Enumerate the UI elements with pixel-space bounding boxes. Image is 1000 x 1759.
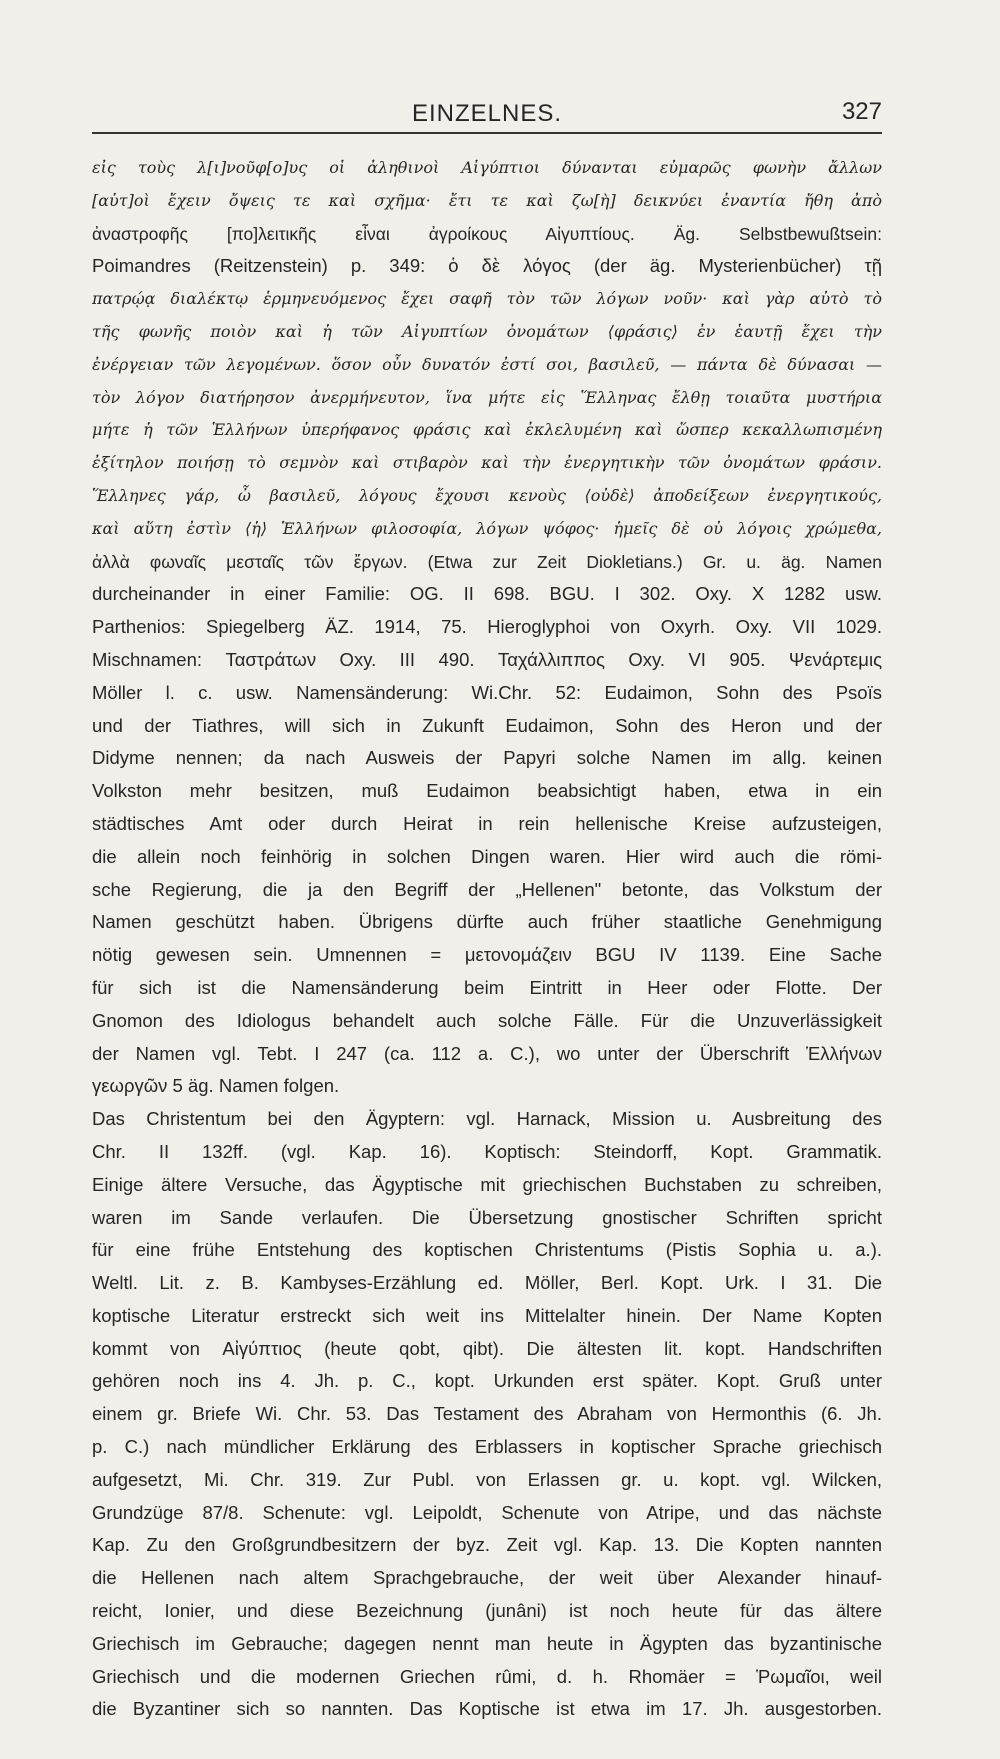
text-line: Einige ältere Versuche, das Ägyptische mit griechischen Buchstaben zu schreiben, xyxy=(92,1173,882,1195)
text-line: Das Christentum bei den Ägyptern: vgl. Harnack, Mission u. Ausbreitung des xyxy=(92,1108,882,1130)
text-line: die Byzantiner sich so nannten. Das Koptische ist etwa im 17. Jh. ausgestorben. xyxy=(92,1698,882,1720)
page-header xyxy=(92,96,882,134)
text-line: τὸν λόγον διατήρησον ἀνερμήνευτον, ἵνα μήτε εἰς Ἕλληνας ἔλθῃ τοιαῦτα μυστήρια xyxy=(92,387,882,407)
text-line: εἰς τοὺς λ[ι]νοῦφ[ο]υς οἱ ἀληθινοὶ Αἰγύπτιοι δύνανται εὐμαρῶς φωνὴν ἄλλων xyxy=(92,158,882,177)
text-line: Poimandres (Reitzenstein) p. 349: ὁ δὲ λόγος (der äg. Mysterienbücher) τῇ xyxy=(92,255,882,277)
body-text xyxy=(92,152,882,1759)
text-line: ἐνέργειαν τῶν λεγομένων. ὅσον οὖν δυνατόν ἐστί σοι, βασιλεῦ, — πάντα δὲ δύνασαι — xyxy=(92,354,882,374)
text-line: ἀλλὰ φωναῖς μεσταῖς τῶν ἔργων. (Etwa zur Zeit Diokletians.) Gr. u. äg. Namen xyxy=(92,551,882,572)
text-line: die allein noch feinhörig in solchen Dingen waren. Hier wird auch die römi- xyxy=(92,845,882,867)
text-line: Griechisch im Gebrauche; dagegen nennt man heute in Ägypten das byzantinische xyxy=(92,1632,882,1654)
text-line: durcheinander in einer Familie: OG. II 698. BGU. I 302. Oxy. X 1282 usw. xyxy=(92,583,882,605)
text-line: der Namen vgl. Tebt. I 247 (ca. 112 a. C.), wo unter der Überschrift Ἑλλήνων xyxy=(92,1042,882,1064)
page-number: 327 xyxy=(841,98,882,125)
text-line: καὶ αὕτη ἐστὶν ⟨ἡ⟩ Ἑλλήνων φιλοσοφία, λόγων ψόφος· ἡμεῖς δὲ οὐ λόγοις χρώμεθα, xyxy=(92,518,882,538)
text-line: Gnomon des Idiologus behandelt auch solche Fälle. Für die Unzuverlässigkeit xyxy=(92,1009,882,1031)
text-line: Didyme nennen; da nach Ausweis der Papyri solche Namen im allg. keinen xyxy=(92,747,882,769)
text-line: aufgesetzt, Mi. Chr. 319. Zur Publ. von Erlassen gr. u. kopt. vgl. Wilcken, xyxy=(92,1468,882,1490)
text-line: Kap. Zu den Großgrundbesitzern der byz. Zeit vgl. Kap. 13. Die Kopten nannten xyxy=(92,1534,882,1556)
text-line: Mischnamen: Ταστράτων Oxy. III 490. Ταχάλλιππος Oxy. VI 905. Ψενάρτεμις xyxy=(92,648,882,670)
text-line: [αὐτ]οὶ ἔχειν ὄψεις τε καὶ σχῆμα· ἔτι τε καὶ ζω[ὴ] δεικνύει ἐναντία ἤθη ἀπὸ xyxy=(92,190,882,210)
text-line: ἀναστροφῆς [πο]λειτικῆς εἶναι ἀγροίκους Αἰγυπτίους. Äg. Selbstbewußtsein: xyxy=(92,223,882,244)
text-line: Parthenios: Spiegelberg ÄZ. 1914, 75. Hieroglyphoi von Oxyrh. Oxy. VII 1029. xyxy=(92,616,882,638)
text-line: Grundzüge 87/8. Schenute: vgl. Leipoldt, Schenute von Atripe, und das nächste xyxy=(92,1501,882,1523)
text-line: Namen geschützt haben. Übrigens dürfte auch früher staatliche Genehmigung xyxy=(92,911,882,933)
text-line: und der Tiathres, will sich in Zukunft Eudaimon, Sohn des Heron und der xyxy=(92,714,882,736)
text-line: μήτε ἡ τῶν Ἑλλήνων ὑπερήφανος φράσις καὶ ἐκλελυμένη καὶ ὥσπερ κεκαλλωπισμένη xyxy=(92,420,882,440)
text-line: waren im Sande verlaufen. Die Übersetzung gnostischer Schriften spricht xyxy=(92,1206,882,1228)
text-line: p. C.) nach mündlicher Erklärung des Erblassers in koptischer Sprache griechisch xyxy=(92,1436,882,1458)
text-line: nötig gewesen sein. Umnennen = μετονομάζειν BGU IV 1139. Eine Sache xyxy=(92,944,882,966)
text-line: Chr. II 132ff. (vgl. Kap. 16). Koptisch: Steindorff, Kopt. Grammatik. xyxy=(92,1140,882,1162)
text-line: sche Regierung, die ja den Begriff der „Hellenen" betonte, das Volkstum der xyxy=(92,878,882,900)
text-line: Möller l. c. usw. Namensänderung: Wi.Chr. 52: Eudaimon, Sohn des Psoïs xyxy=(92,681,882,703)
text-line: für eine frühe Entstehung des koptischen Christentums (Pistis Sophia u. a.). xyxy=(92,1239,882,1261)
text-line: für sich ist die Namensänderung beim Eintritt in Heer oder Flotte. Der xyxy=(92,976,882,998)
text-line: die Hellenen nach altem Sprachgebrauche, der weit über Alexander hinauf- xyxy=(92,1567,882,1589)
text-line: ἐξίτηλον ποιήσῃ τὸ σεμνὸν καὶ στιβαρὸν καὶ τὴν ἐνεργητικὴν τῶν ὀνομάτων φράσιν. xyxy=(92,453,882,473)
text-line: πατρῴᾳ διαλέκτῳ ἑρμηνευόμενος ἔχει σαφῆ τὸν τῶν λόγων νοῦν· καὶ γὰρ αὐτὸ τὸ xyxy=(92,289,882,309)
text-line: τῆς φωνῆς ποιὸν καὶ ἡ τῶν Αἰγυπτίων ὀνομάτων ⟨φράσις⟩ ἐν ἑαυτῇ ἔχει τὴν xyxy=(92,321,882,341)
text-line: γεωργῶν 5 äg. Namen folgen. xyxy=(92,1075,340,1097)
text-line: reicht, Ionier, und diese Bezeichnung (junâni) ist noch heute für das ältere xyxy=(92,1600,882,1622)
text-line: städtisches Amt oder durch Heirat in rein hellenische Kreise aufzusteigen, xyxy=(92,812,882,834)
text-line: Ἕλληνες γάρ, ὦ βασιλεῦ, λόγους ἔχουσι κενοὺς ⟨οὐδὲ⟩ ἀποδείξεων ἐνεργητικούς, xyxy=(92,485,882,505)
text-line: Weltl. Lit. z. B. Kambyses-Erzählung ed. Möller, Berl. Kopt. Urk. I 31. Die xyxy=(92,1272,882,1294)
text-line: gehören noch ins 4. Jh. p. C., kopt. Urkunden erst später. Kopt. Gruß unter xyxy=(92,1370,882,1392)
text-line: kommt von Αἰγύπτιος (heute qobt, qibt). Die ältesten lit. kopt. Handschriften xyxy=(92,1337,882,1359)
text-line: koptische Literatur erstreckt sich weit ins Mittelalter hinein. Der Name Kopten xyxy=(92,1304,882,1326)
text-line xyxy=(92,1726,882,1759)
text-line: einem gr. Briefe Wi. Chr. 53. Das Testament des Abraham von Hermonthis (6. Jh. xyxy=(92,1403,882,1425)
text-line: Volkston mehr besitzen, muß Eudaimon beabsichtigt haben, etwa in ein xyxy=(92,780,882,802)
text-line: Griechisch und die modernen Griechen rûmi, d. h. Rhomäer = Ῥωμαῖοι, weil xyxy=(92,1665,882,1687)
running-title: EINZELNES. xyxy=(412,100,563,127)
